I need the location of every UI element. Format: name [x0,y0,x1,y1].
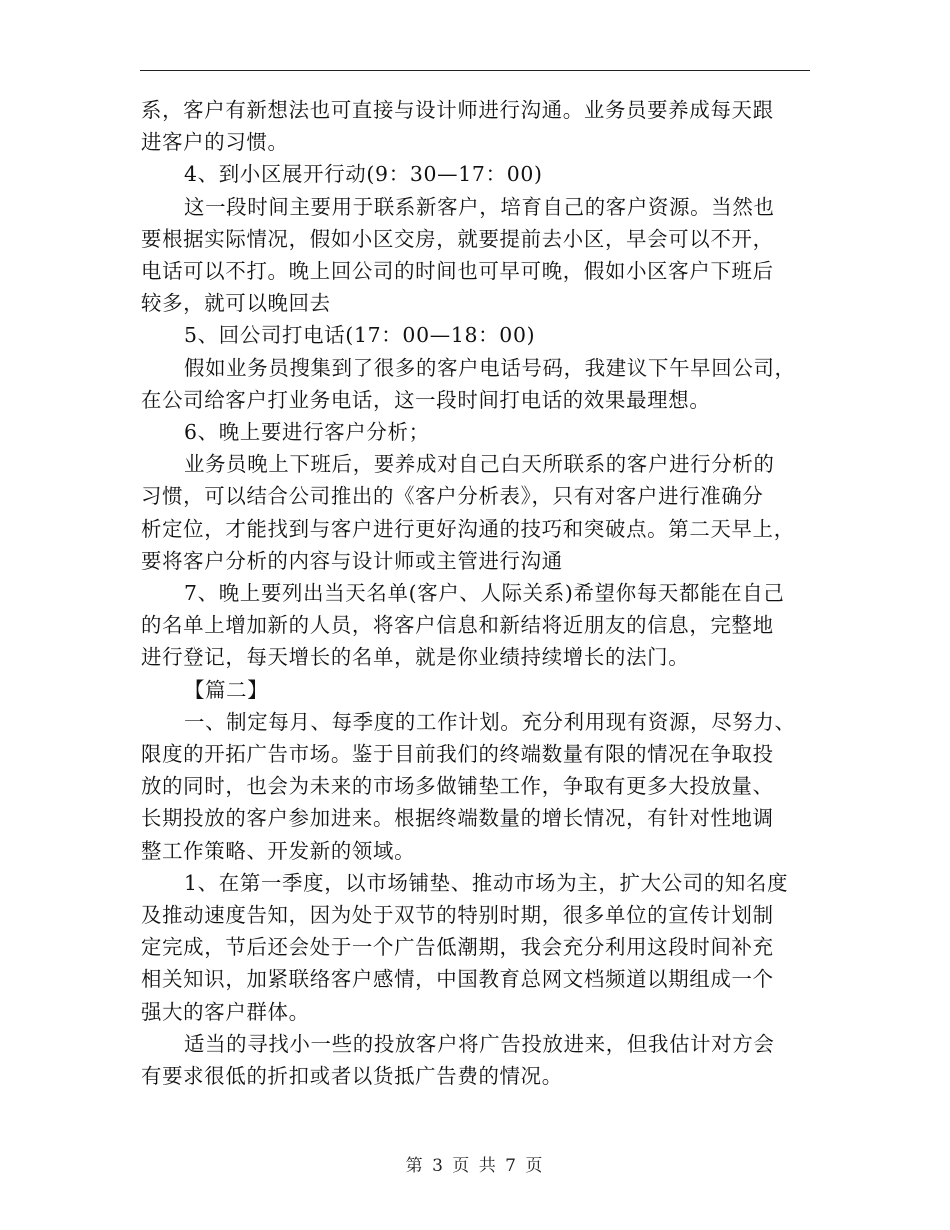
text-line: 在公司给客户打业务电话，这一段时间打电话的效果最理想。 [141,387,711,412]
text-line: 适当的寻找小一些的投放客户将广告投放进来，但我估计对方会 [184,1031,775,1056]
text-line: 长期投放的客户参加进来。根据终端数量的增长情况，有针对性地调 [141,806,774,831]
text-line: 假如业务员搜集到了很多的客户电话号码，我建议下午早回公司， [184,355,796,380]
text-line: 要将客户分析的内容与设计师或主管进行沟通 [141,548,563,573]
text-line: 【篇二】 [184,677,269,702]
text-line: 业务员晚上下班后，要养成对自己白天所联系的客户进行分析的 [184,452,775,477]
text-line: 系，客户有新想法也可直接与设计师进行沟通。业务员要养成每天跟 [141,98,774,122]
text-line: 强大的客户群体。 [141,999,310,1024]
text-line: 较多，就可以晚回去 [141,291,331,316]
text-line: 一、制定每月、每季度的工作计划。充分利用现有资源，尽努力、 [184,709,796,734]
text-line: 定完成，节后还会处于一个广告低潮期，我会充分利用这段时间补充 [141,935,774,960]
text-line: 限度的开拓广告市场。鉴于目前我们的终端数量有限的情况在争取投 [141,742,774,767]
text-line: 这一段时间主要用于联系新客户，培育自己的客户资源。当然也 [184,194,775,219]
text-line: 有要求很低的折扣或者以货抵广告费的情况。 [141,1064,563,1089]
text-line: 的名单上增加新的人员，将客户信息和新结将近朋友的信息，完整地 [141,613,774,638]
header-rule [140,70,810,71]
text-line: 析定位，才能找到与客户进行更好沟通的技巧和突破点。第二天早上， [141,516,795,541]
text-line: 要根据实际情况，假如小区交房，就要提前去小区，早会可以不开， [141,226,774,251]
text-line: 1、在第一季度，以市场铺垫、推动市场为主，扩大公司的知名度 [184,870,789,895]
text-line: 相关知识，加紧联络客户感情，中国教育总网文档频道以期组成一个 [141,967,774,992]
text-line: 5、回公司打电话(17：00—18：00) [184,323,536,348]
text-line: 放的同时，也会为未来的市场多做铺垫工作，争取有更多大投放量、 [141,774,774,799]
text-line: 整工作策略、开发新的领域。 [141,838,416,863]
text-line: 进行登记，每天增长的名单，就是你业绩持续增长的法门。 [141,645,690,670]
text-line: 4、到小区展开行动(9：30—17：00) [184,162,543,187]
text-line: 及推动速度告知，因为处于双节的特别时期，很多单位的宣传计划制 [141,903,774,928]
text-line: 进客户的习惯。 [141,130,289,155]
text-line: 7、晚上要列出当天名单(客户、人际关系)希望你每天都能在自己 [184,581,785,606]
text-line: 6、晚上要进行客户分析； [184,420,430,445]
document-body [141,94,813,1092]
text-line: 习惯，可以结合公司推出的《客户分析表》，只有对客户进行准确分 [141,484,764,509]
text-line: 电话可以不打。晚上回公司的时间也可早可晚，假如小区客户下班后 [141,259,774,284]
page-number: 第 3 页 共 7 页 [405,1156,545,1176]
